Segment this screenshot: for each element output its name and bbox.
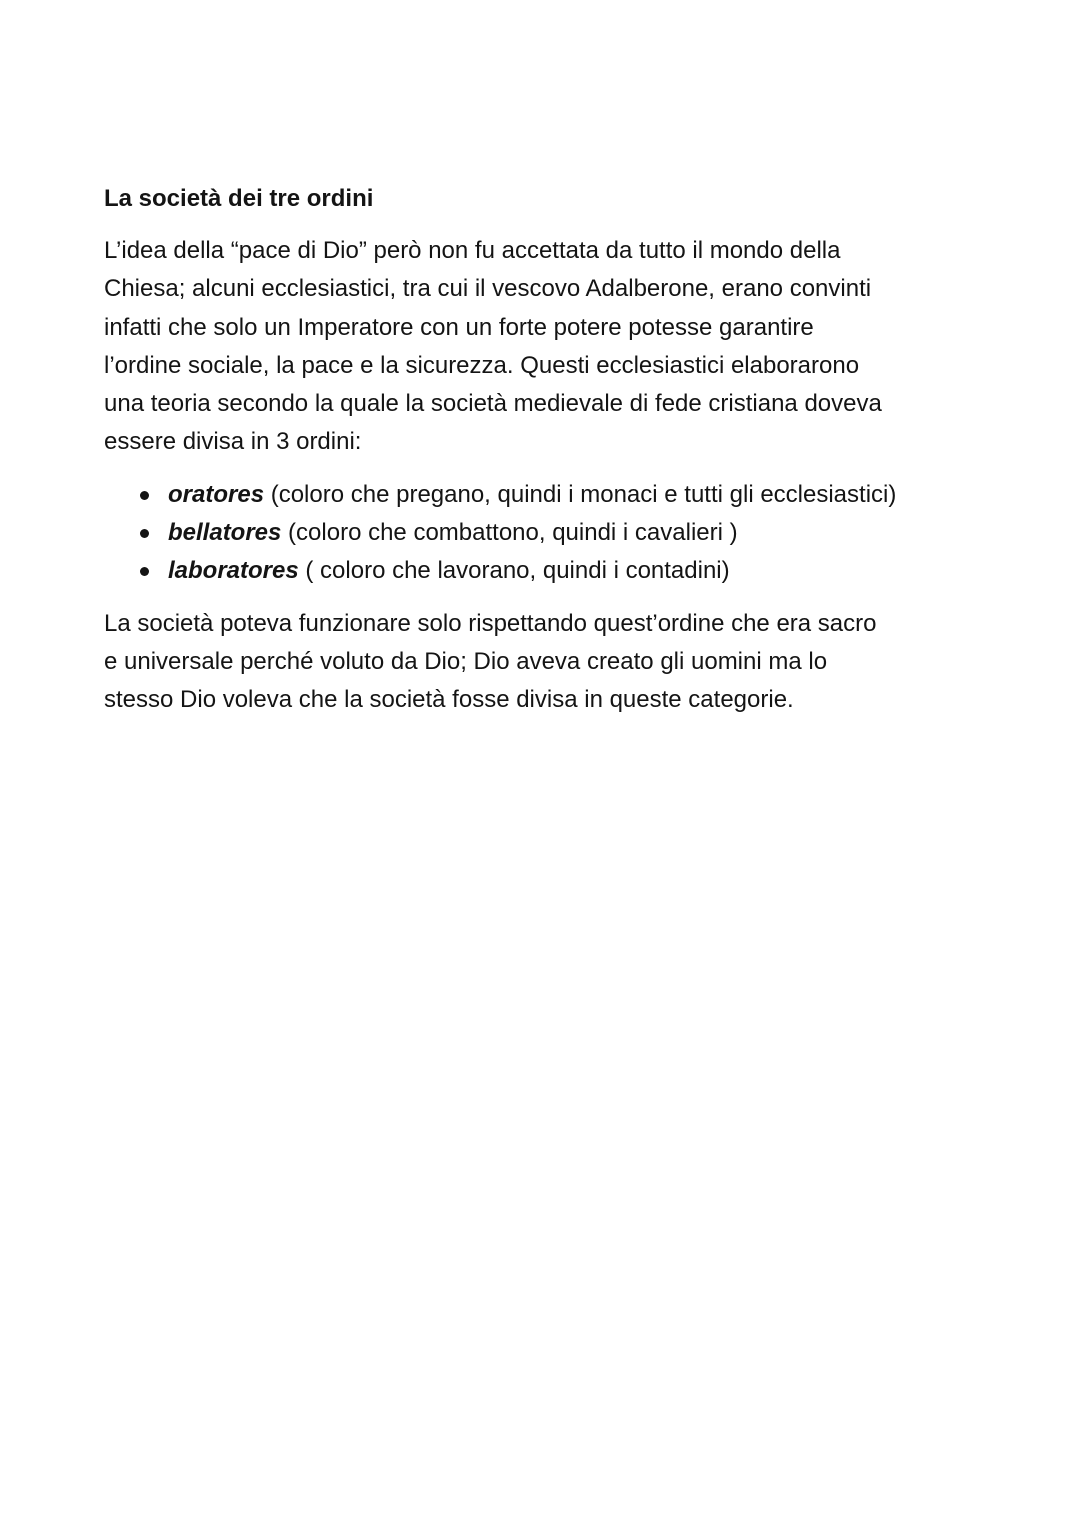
intro-paragraph: L’idea della “pace di Dio” però non fu accettata da tutto il mondo della Chiesa; alcuni ecclesiastici, tra cui il vescovo Adalberone, erano convinti infatti che solo un Imperatore con un forte potere potesse garantire l’ordine sociale, la pace e la sicurezza. Questi ecclesiastici elaborarono una teoria secondo la quale la società medievale di fede cristiana doveva essere divisa in 3 ordini:: [104, 237, 882, 456]
order-term: oratores: [168, 480, 265, 508]
bullet-icon: [140, 529, 149, 538]
document-content: [104, 180, 1004, 720]
conclusion-paragraph: La società poteva funzionare solo rispettando quest’ordine che era sacro e universale perché voluto da Dio; Dio aveva creato gli uomini ma lo stesso Dio voleva che la società fosse divisa in queste categorie.: [104, 609, 877, 714]
order-description: ( coloro che lavorano, quindi i contadini): [298, 557, 730, 585]
list-item-oratores: [104, 476, 1004, 514]
order-description: (coloro che combattono, quindi i cavalieri ): [281, 519, 738, 547]
orders-list: [104, 476, 1004, 591]
list-item-bellatores: [104, 514, 1004, 552]
order-description: (coloro che pregano, quindi i monaci e tutti gli ecclesiastici): [264, 480, 897, 508]
bullet-icon: [140, 491, 149, 500]
section-title: La società dei tre ordini: [104, 185, 374, 212]
bullet-icon: [140, 567, 149, 576]
order-term: laboratores: [168, 557, 299, 585]
list-item-laboratores: [104, 552, 1004, 590]
order-term: bellatores: [168, 519, 282, 547]
